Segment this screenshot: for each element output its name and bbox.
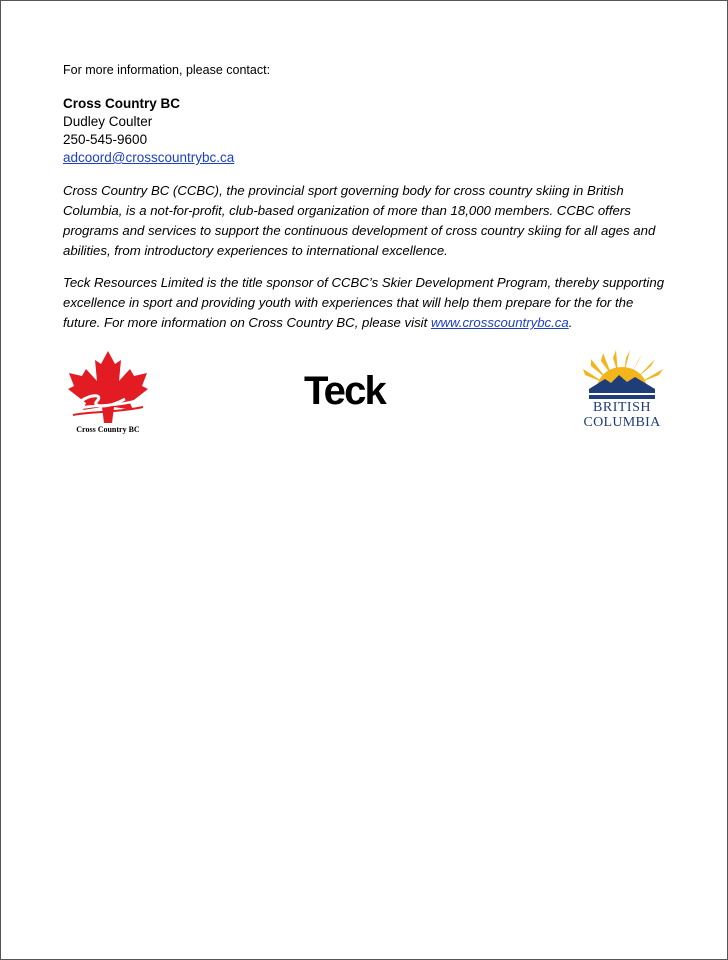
- website-link[interactable]: www.crosscountrybc.ca: [430, 315, 569, 330]
- bc-logo-line2: COLUMBIA: [583, 415, 661, 430]
- contact-organization: Cross Country BC: [63, 96, 181, 111]
- ccbc-description: Cross Country BC (CCBC), the provincial sport governing body for cross country skiing in British Columbia, is a not-for-profit, club-based organization of more than 18,000 members. CCBC offers programs and services to support the continuous development of cross country skiing for all ages and abilities, from introductory experiences to international excellence.: [63, 183, 656, 258]
- ccbc-logo-caption: Cross Country BC: [76, 425, 140, 434]
- contact-person: Dudley Coulter: [63, 114, 153, 129]
- teck-sponsor-text: Teck Resources Limited is the title sponsor of CCBC’s Skier Development Program, thereby supporting excellence in sport and providing youth with experiences that will help them prepare for the for the future. For more information on Cross Country BC, please visit: [63, 275, 665, 330]
- contact-intro: For more information, please contact:: [63, 63, 271, 77]
- contact-phone: 250-545-9600: [63, 132, 148, 147]
- sponsor-logos: [1, 346, 728, 446]
- bc-logo-line1: BRITISH: [593, 400, 651, 415]
- contact-email-link[interactable]: adcoord@crosscountrybc.ca: [63, 150, 235, 165]
- contact-block: [63, 95, 669, 167]
- teck-sponsor-paragraph: [63, 273, 669, 333]
- document-body: [63, 63, 669, 333]
- teck-logo: Teck: [304, 369, 386, 413]
- bc-sunset-emblem-icon: [575, 349, 671, 401]
- cross-country-bc-logo: [63, 349, 153, 439]
- british-columbia-logo: [575, 349, 671, 439]
- sentence-end: .: [568, 315, 573, 330]
- maple-leaf-icon: [63, 349, 153, 427]
